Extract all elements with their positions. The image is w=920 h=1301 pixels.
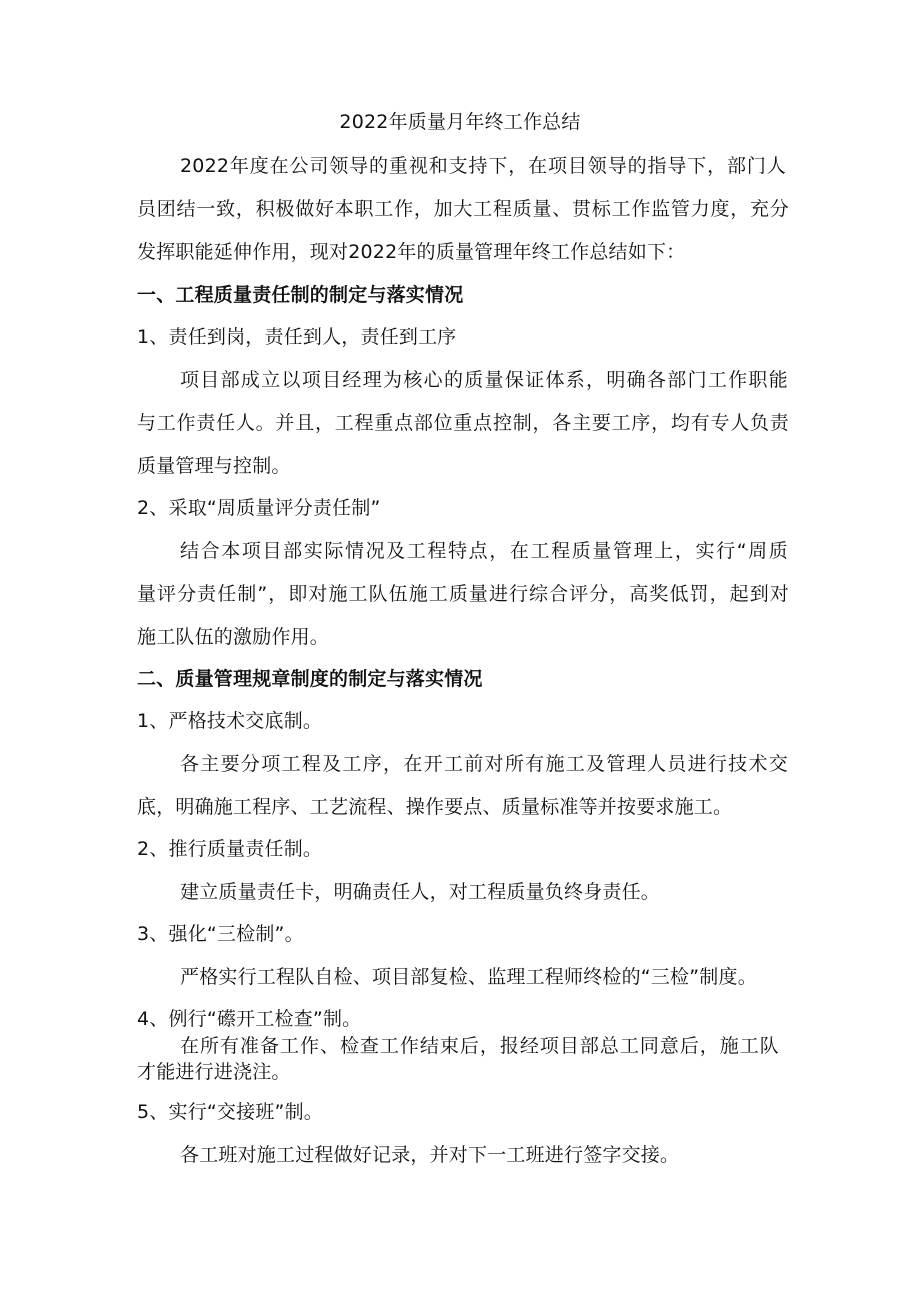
section-2-item-1-line-2: 底，明确施工程序、工艺流程、操作要点、质量标准等并按要求施工。 — [137, 796, 733, 818]
section-2-item-1-heading: 1、严格技术交底制。 — [137, 710, 323, 732]
document-title: 2022年质量月年终工作总结 — [339, 111, 581, 133]
section-1-item-2-line-2: 量评分责任制”，即对施工队伍施工质量进行综合评分，高奖低罚，起到对 — [137, 583, 789, 605]
section-1-item-1-line-2: 与工作责任人。并且，工程重点部位重点控制，各主要工序，均有专人负责 — [137, 412, 789, 434]
section-2-item-1-line-1: 各主要分项工程及工序，在开工前对所有施工及管理人员进行技术交 — [180, 753, 788, 775]
section-1-item-2-line-1: 结合本项目部实际情况及工程特点，在工程质量管理上，实行“周质 — [180, 540, 788, 562]
intro-line-3: 发挥职能延伸作用，现对2022年的质量管理年终工作总结如下： — [137, 241, 686, 263]
section-2-item-3-line-1: 严格实行工程队自检、项目部复检、监理工程师终检的“三检”制度。 — [180, 966, 757, 988]
section-1-item-2-heading: 2、采取“周质量评分责任制” — [137, 497, 381, 519]
section-2-item-4-heading: 4、例行“礤开工检查”制。 — [137, 1008, 362, 1030]
section-1-item-2-line-3: 施工队伍的激励作用。 — [137, 626, 330, 648]
section-2-item-3-heading: 3、强化“三检制”。 — [137, 923, 304, 945]
section-2-item-4-line-2: 才能进行进浇注。 — [137, 1061, 291, 1083]
section-2-item-5-heading: 5、实行“交接班”制。 — [137, 1101, 323, 1123]
section-1-item-1-heading: 1、责任到岗，责任到人，责任到工序 — [137, 326, 457, 348]
section-2-item-4-line-1: 在所有准备工作、检查工作结束后，报经项目部总工同意后，施工队 — [180, 1035, 779, 1057]
section-2-item-2-line-1: 建立质量责任卡，明确责任人，对工程质量负终身责任。 — [180, 881, 661, 903]
section-2-item-2-heading: 2、推行质量责任制。 — [137, 838, 323, 860]
section-2-heading: 二、质量管理规章制度的制定与落实情况 — [137, 668, 483, 690]
intro-line-1: 2022年度在公司领导的重视和支持下，在项目领导的指导下，部门人 — [180, 155, 786, 177]
intro-line-2: 员团结一致，积极做好本职工作，加大工程质量、贯标工作监管力度，充分 — [137, 198, 789, 220]
section-1-item-1-line-1: 项目部成立以项目经理为核心的质量保证体系，明确各部门工作职能 — [180, 369, 788, 391]
section-2-item-5-line-1: 各工班对施工过程做好记录，并对下一工班进行签字交接。 — [180, 1144, 680, 1166]
section-1-heading: 一、工程质量责任制的制定与落实情况 — [137, 284, 464, 306]
section-1-item-1-line-3: 质量管理与控制。 — [137, 455, 291, 477]
